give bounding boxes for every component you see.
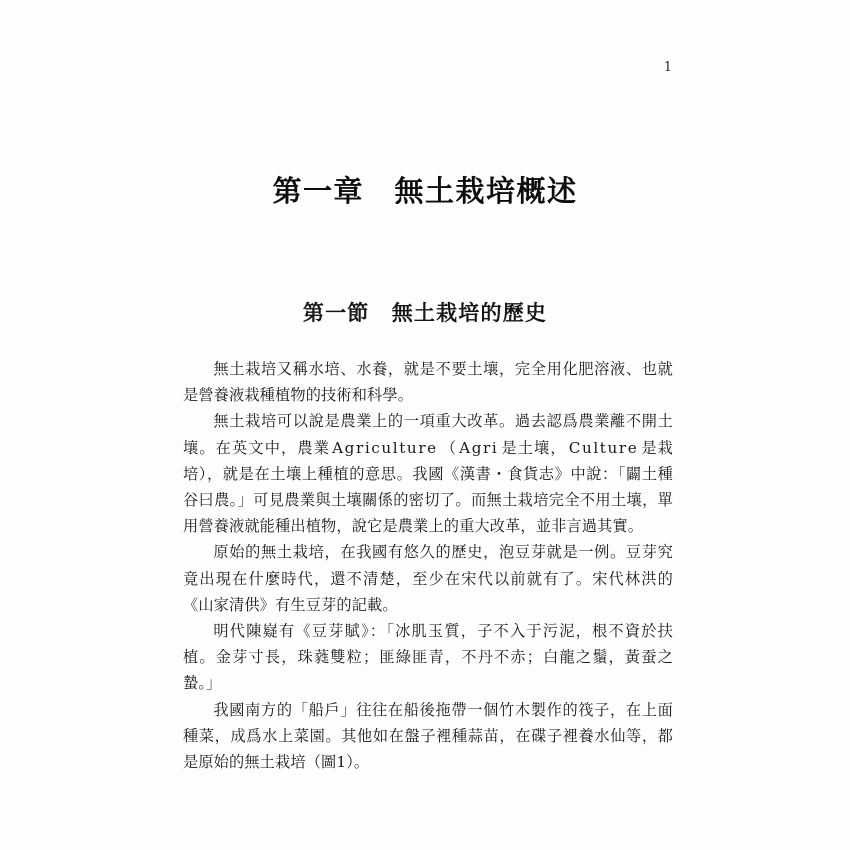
body-paragraph: 明代陳嶷有《豆芽賦》：「冰肌玉質，子不入于污泥，根不資於扶植。金芽寸長，珠蕤雙粒；匪綠匪青，不丹不赤；白龍之鬚，黃蚕之蟄。」 bbox=[183, 622, 673, 693]
chapter-title: 第一章 無土栽培概述 bbox=[272, 174, 578, 209]
page-number: 1 bbox=[663, 60, 672, 75]
latin-term: Culture bbox=[568, 438, 639, 457]
body-paragraph: 無土栽培可以說是農業上的一項重大改革。過去認爲農業離不開土壤。在英文中，農業 Agriculture （ Agri 是土壤， Culture 是栽培），就是在土壤上種植的意思。我國《漢書・食貨志》中說：「闢土種谷曰農。」可見農業與土壤關係的密切了。而無土栽培完全不用土壤，單用營養液就能種出植物，說它是農業上的重大改革，並非言過其實。 bbox=[183, 412, 673, 536]
body-text-block bbox=[183, 356, 673, 775]
body-paragraph: 我國南方的「船戶」往往在船後拖帶一個竹木製作的筏子，在上面種菜，成爲水上菜園。其他如在盤子裡種蒜苗，在碟子裡養水仙等，都是原始的無土栽培（圖1）。 bbox=[183, 700, 673, 772]
body-paragraph: 原始的無土栽培，在我國有悠久的歷史，泡豆芽就是一例。豆芽究竟出現在什麼時代，還不清楚，至少在宋代以前就有了。宋代林洪的《山家清供》有生豆芽的記載。 bbox=[183, 543, 673, 614]
body-paragraph: 無土栽培又稱水培、水養，就是不要土壤，完全用化肥溶液、也就是營養液栽種植物的技術和科學。 bbox=[183, 360, 673, 405]
latin-term: Agriculture bbox=[332, 438, 438, 457]
latin-term: Agri bbox=[459, 438, 499, 457]
section-title: 第一節 無土栽培的歷史 bbox=[302, 300, 548, 326]
